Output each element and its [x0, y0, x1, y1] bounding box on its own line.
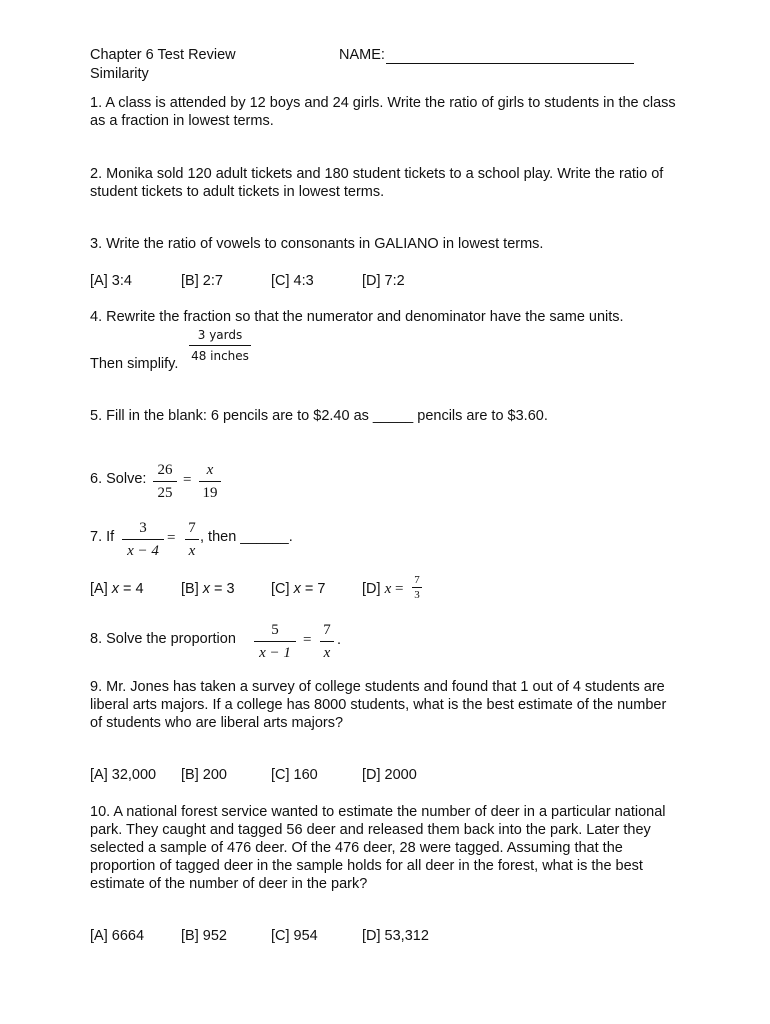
units-fraction	[189, 328, 251, 363]
q6-right-fraction	[199, 462, 221, 502]
q10-choice-a[interactable]: [A] 6664	[90, 928, 145, 944]
question-7-label: 7. If	[90, 529, 115, 545]
question-1: 1. A class is attended by 12 boys and 24 girls. Write the ratio of girls to students in the class as a fraction in lowest terms.	[90, 95, 676, 129]
page-subtitle: Similarity	[90, 66, 149, 82]
name-label: NAME:	[339, 47, 385, 63]
q3-choice-d[interactable]: [D] 7:2	[362, 273, 405, 289]
q7-equals: =	[167, 530, 176, 546]
question-5: 5. Fill in the blank: 6 pencils are to $2.40 as _____ pencils are to $3.60.	[90, 408, 548, 424]
q7-left-numerator: 3	[139, 520, 147, 536]
question-2: 2. Monika sold 120 adult tickets and 180 student tickets to a school play. Write the ratio of student tickets to adult tickets in lowest terms.	[90, 166, 664, 200]
q8-right-denominator: x	[323, 645, 331, 661]
q8-right-fraction	[320, 622, 334, 662]
q3-choice-b[interactable]: [B] 2:7	[181, 273, 223, 289]
q7-then-blank: , then ______.	[200, 529, 293, 545]
q10-choice-d[interactable]: [D] 53,312	[362, 928, 429, 944]
q9-choice-d[interactable]: [D] 2000	[362, 767, 417, 783]
q7-choice-d-fraction: 7 3	[412, 574, 422, 601]
q7-choice-d[interactable]: [D] x =	[362, 581, 404, 597]
q8-right-numerator: 7	[323, 622, 331, 638]
question-6-label: 6. Solve:	[90, 471, 147, 487]
units-numerator: 3 yards	[197, 328, 243, 342]
q7-choice-b[interactable]: [B] x = 3	[181, 581, 235, 597]
q7-choice-c[interactable]: [C] x = 7	[271, 581, 326, 597]
q8-left-fraction	[254, 622, 296, 662]
q10-choice-b[interactable]: [B] 952	[181, 928, 227, 944]
q6-left-numerator: 26	[157, 462, 173, 478]
q9-choice-b[interactable]: [B] 200	[181, 767, 227, 783]
q6-equals: =	[183, 472, 192, 488]
question-4: 4. Rewrite the fraction so that the numerator and denominator have the same units.	[90, 309, 624, 325]
q3-choice-a[interactable]: [A] 3:4	[90, 273, 132, 289]
q7-left-denominator: x − 4	[127, 543, 159, 559]
q7-left-fraction	[122, 520, 164, 560]
q6-right-numerator: x	[206, 462, 214, 478]
q6-right-denominator: 19	[202, 485, 218, 501]
q3-choice-c[interactable]: [C] 4:3	[271, 273, 314, 289]
question-10: 10. A national forest service wanted to estimate the number of deer in a particular national park. They caught and tagged 56 deer and released them back into the park. Later they selected a sample of 476 deer. Of the 476 deer, 28 were tagged. Assuming that the proportion of tagged deer in the sample holds for all deer in the forest, what is the best estimate of the number of deer in the park?	[90, 804, 666, 892]
units-denominator: 48 inches	[191, 349, 249, 363]
page-title: Chapter 6 Test Review	[90, 47, 236, 63]
name-field[interactable]	[386, 63, 634, 64]
q7-right-fraction	[185, 520, 199, 560]
simplify-label: Then simplify.	[90, 356, 179, 372]
q9-choice-a[interactable]: [A] 32,000	[90, 767, 157, 783]
q8-left-denominator: x − 1	[259, 645, 291, 661]
q7-choice-a[interactable]: [A] x = 4	[90, 581, 144, 597]
q6-left-fraction	[153, 462, 177, 502]
q6-left-denominator: 25	[157, 485, 173, 501]
q7-right-numerator: 7	[188, 520, 196, 536]
q10-choice-c[interactable]: [C] 954	[271, 928, 318, 944]
q8-left-numerator: 5	[271, 622, 279, 638]
q8-period: .	[337, 632, 342, 648]
q9-choice-c[interactable]: [C] 160	[271, 767, 318, 783]
question-8-label: 8. Solve the proportion	[90, 631, 236, 647]
question-3: 3. Write the ratio of vowels to consonants in GALIANO in lowest terms.	[90, 236, 544, 252]
q7-right-denominator: x	[188, 543, 196, 559]
question-9: 9. Mr. Jones has taken a survey of college students and found that 1 out of 4 students are liberal arts majors. If a college has 8000 students, what is the best estimate of the number of students who are liberal arts majors?	[90, 679, 667, 731]
q8-equals: =	[303, 632, 312, 648]
